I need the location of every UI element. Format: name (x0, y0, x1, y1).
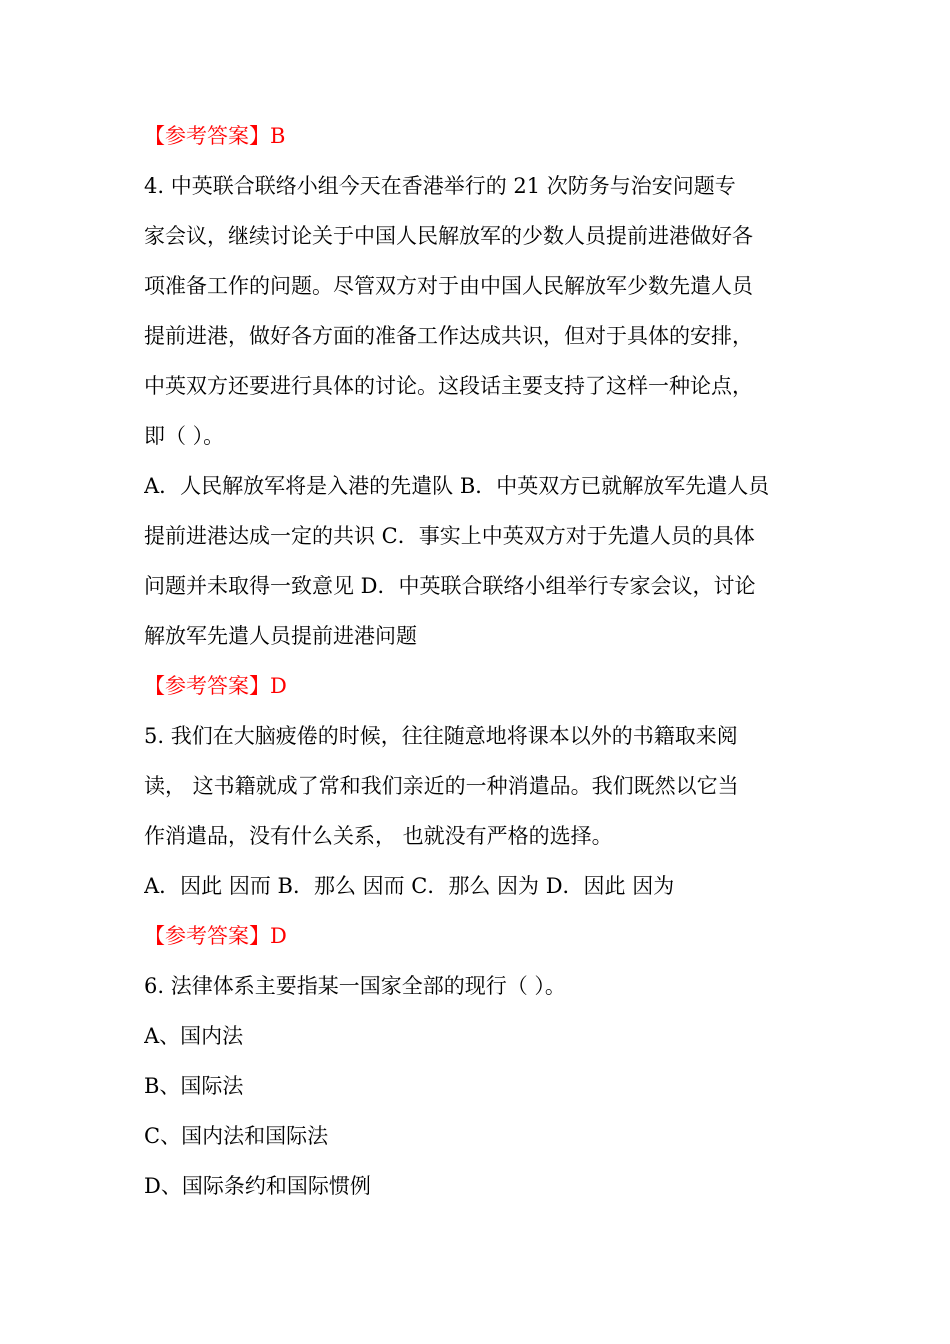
question-6-option-b: B、国际法 (144, 1074, 244, 1098)
question-5-options (144, 861, 808, 911)
question-5 (144, 711, 808, 861)
question-4-options-line-3: 问题并未取得一致意见 D．中英联合联络小组举行专家会议，讨论 (144, 574, 756, 598)
question-4-options-line-4: 解放军先遣人员提前进港问题 (144, 624, 417, 648)
question-4-line-5: 中英双方还要进行具体的讨论。这段话主要支持了这样一种论点， (144, 374, 753, 398)
question-6-options (144, 1011, 808, 1211)
question-4-line-1: 4. 中英联合联络小组今天在香港举行的 21 次防务与治安问题专 (144, 174, 736, 198)
question-4-options-line-2: 提前进港达成一定的共识 C．事实上中英双方对于先遣人员的具体 (144, 524, 755, 548)
document-content (144, 111, 808, 1211)
question-5-line-2: 读， 这书籍就成了常和我们亲近的一种消遣品。我们既然以它当 (144, 774, 739, 798)
question-6-option-d: D、国际条约和国际惯例 (144, 1174, 371, 1198)
question-4-line-4: 提前进港，做好各方面的准备工作达成共识，但对于具体的安排， (144, 324, 753, 348)
question-4-options (144, 461, 808, 661)
question-4-options-line-1: A．人民解放军将是入港的先遣队 B．中英双方已就解放军先遣人员 (144, 474, 770, 498)
question-4-line-3: 项准备工作的问题。尽管双方对于由中国人民解放军少数先遣人员 (144, 274, 753, 298)
question-6-line-1: 6. 法律体系主要指某一国家全部的现行（ ）。 (144, 974, 566, 998)
question-4-line-2: 家会议，继续讨论关于中国人民解放军的少数人员提前进港做好各 (144, 224, 753, 248)
question-6 (144, 961, 808, 1011)
answer-line-q5: 【参考答案】D (144, 924, 287, 948)
question-5-line-3: 作消遣品，没有什么关系， 也就没有严格的选择。 (144, 824, 613, 848)
question-5-options-line-1: A．因此 因而 B．那么 因而 C．那么 因为 D．因此 因为 (144, 874, 675, 898)
answer-line-q4: 【参考答案】D (144, 674, 287, 698)
question-5-line-1: 5. 我们在大脑疲倦的时候，往往随意地将课本以外的书籍取来阅 (144, 724, 738, 748)
question-6-option-a: A、国内法 (144, 1024, 244, 1048)
question-4-line-6: 即（ ）。 (144, 424, 225, 448)
answer-line-q3: 【参考答案】B (144, 124, 286, 148)
question-6-option-c: C、国内法和国际法 (144, 1124, 329, 1148)
question-4 (144, 161, 808, 461)
